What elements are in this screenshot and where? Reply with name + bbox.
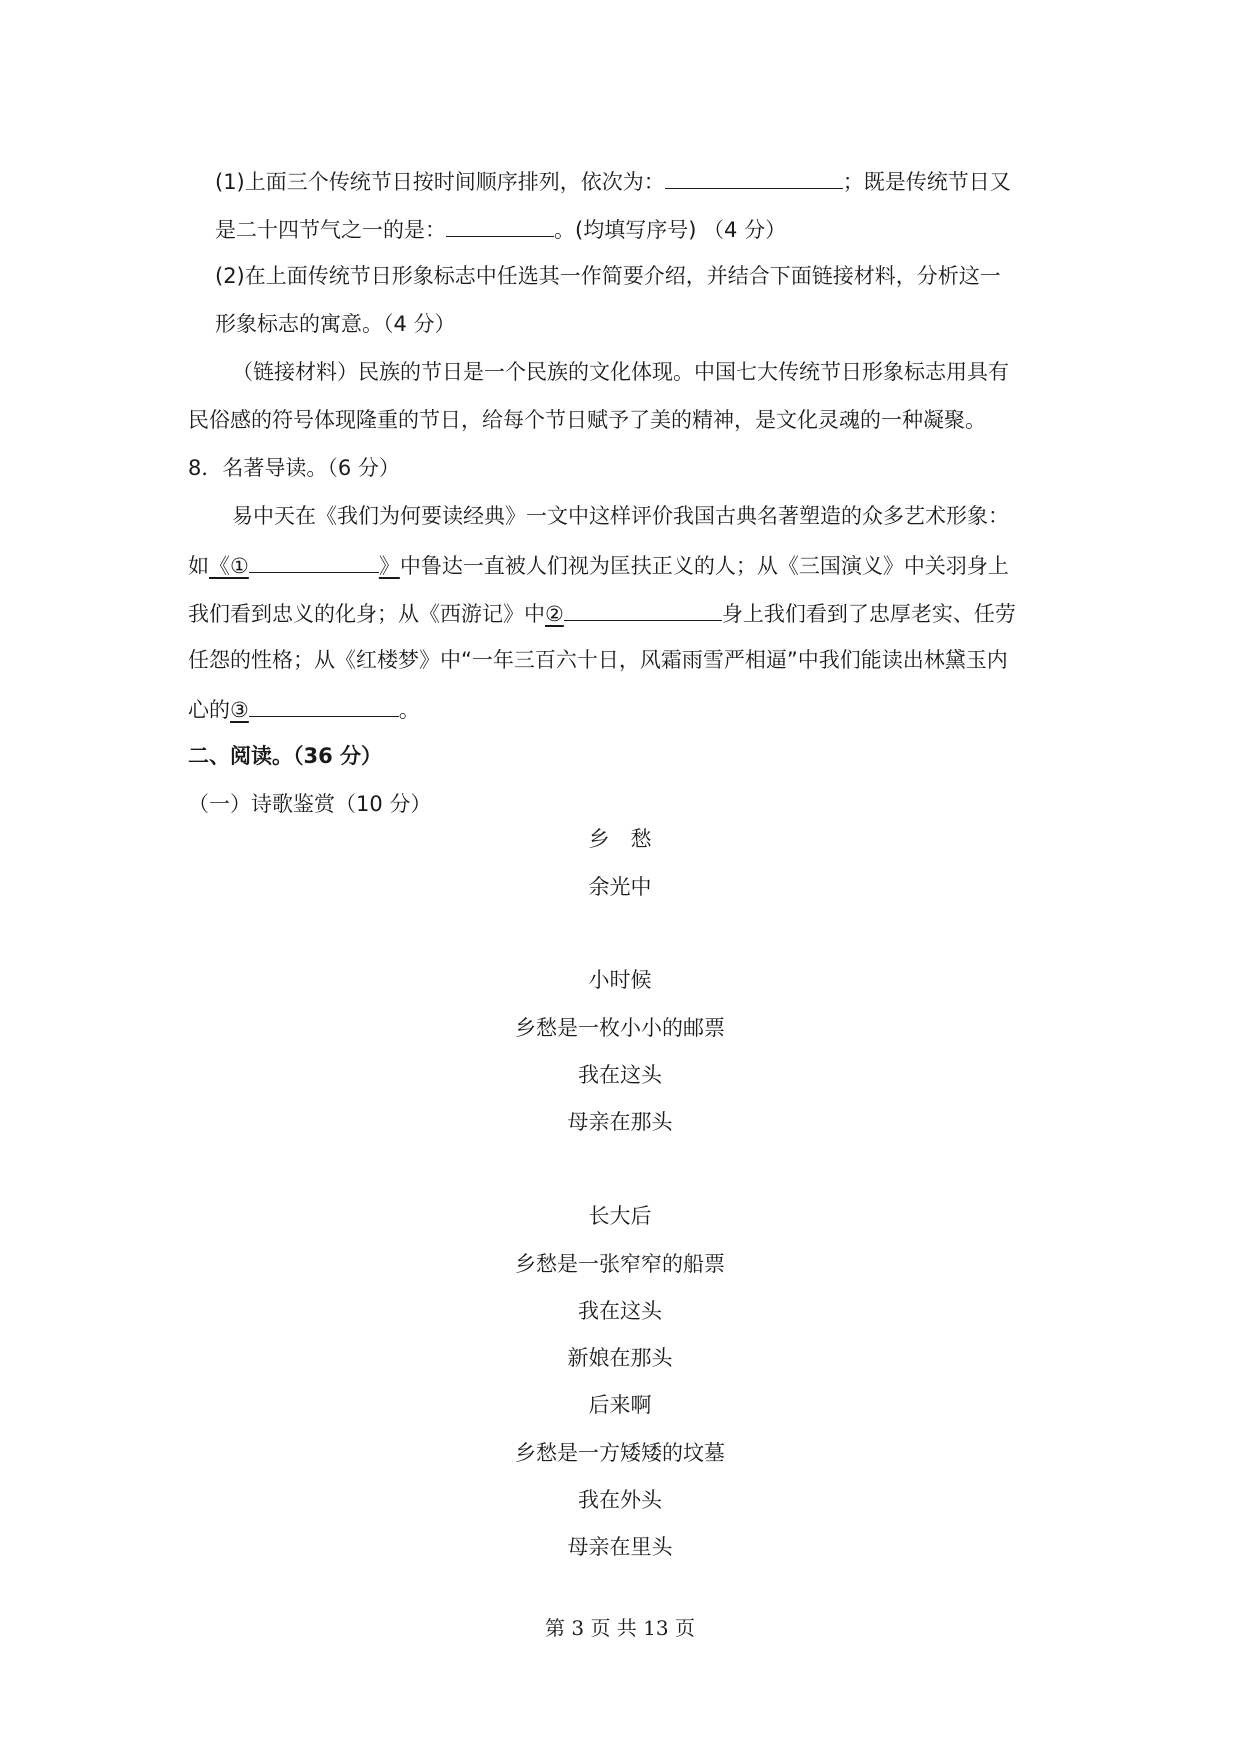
q8-para-line5	[188, 694, 420, 724]
q8-para-line2	[188, 550, 1009, 580]
q7-sub1-text-d: 。(均填写序号) （4 分）	[554, 218, 787, 242]
link-material-line2: 民俗感的符号体现隆重的节日，给每个节日赋予了美的精神，是文化灵魂的一种凝聚。	[188, 408, 986, 432]
poem-line: 我在这头	[578, 1063, 662, 1087]
q8-para-line3	[188, 598, 1016, 628]
blank-marker-3: ③	[230, 698, 249, 722]
link-material-line1: （链接材料）民族的节日是一个民族的文化体现。中国七大传统节日形象标志用具有	[232, 360, 1009, 384]
q7-sub2-line1: (2)在上面传统节日形象标志中任选其一作简要介绍，并结合下面链接材料，分析这一	[215, 264, 1001, 288]
q8-text: 我们看到忠义的化身；从《西游记》中	[188, 602, 545, 626]
book-title-open: 《①	[209, 554, 249, 578]
q8-text: 身上我们看到了忠厚老实、任劳	[721, 602, 1016, 626]
poem-line: 乡愁是一枚小小的邮票	[515, 1016, 725, 1040]
answer-blank-1[interactable]	[249, 550, 379, 573]
q8-text: 中鲁达一直被人们视为匡扶正义的人；从《三国演义》中关羽身上	[399, 554, 1009, 578]
answer-blank[interactable]	[665, 166, 843, 189]
q7-sub1-line1	[215, 166, 1011, 196]
poem-line: 母亲在那头	[567, 1110, 673, 1134]
poem-title: 乡 愁	[588, 827, 652, 851]
q7-sub1-text-a: (1)上面三个传统节日按时间顺序排列，依次为：	[215, 170, 665, 194]
blank-marker-2: ②	[545, 602, 564, 626]
poem-line: 后来啊	[588, 1393, 652, 1417]
poem-line: 小时候	[588, 968, 652, 992]
poem-line: 乡愁是一方矮矮的坟墓	[515, 1441, 725, 1465]
q8-text: 。	[398, 698, 420, 722]
section-heading: 二、阅读。（36 分）	[188, 744, 383, 768]
poem-line: 长大后	[588, 1204, 652, 1228]
poem-line: 新娘在那头	[567, 1346, 673, 1370]
poem-author: 余光中	[588, 875, 652, 899]
q7-sub1-text-c: 是二十四节气之一的是：	[215, 218, 446, 242]
subsection-heading: （一）诗歌鉴赏（10 分）	[188, 792, 432, 816]
page-footer: 第 3 页 共 13 页	[545, 1616, 695, 1640]
answer-blank[interactable]	[446, 214, 554, 237]
q8-title: 8．名著导读。（6 分）	[188, 456, 400, 480]
poem-line: 乡愁是一张窄窄的船票	[515, 1252, 725, 1276]
q8-para-line4: 任怨的性格；从《红楼梦》中“一年三百六十日，风霜雨雪严相逼”中我们能读出林黛玉内	[188, 648, 1008, 672]
q8-text: 心的	[188, 698, 230, 722]
q7-sub2-line2: 形象标志的寓意。（4 分）	[215, 312, 456, 336]
q8-text: 如	[188, 554, 209, 578]
answer-blank-3[interactable]	[249, 694, 399, 717]
poem-line: 我在外头	[578, 1488, 662, 1512]
answer-blank-2[interactable]	[564, 598, 722, 621]
q8-para-line1: 易中天在《我们为何要读经典》一文中这样评价我国古典名著塑造的众多艺术形象：	[232, 504, 1009, 528]
poem-line: 母亲在里头	[567, 1535, 673, 1559]
q7-sub1-line2	[215, 214, 786, 244]
q7-sub1-text-b: ；既是传统节日又	[842, 170, 1011, 194]
book-title-close: 》	[378, 554, 400, 578]
poem-line: 我在这头	[578, 1299, 662, 1323]
